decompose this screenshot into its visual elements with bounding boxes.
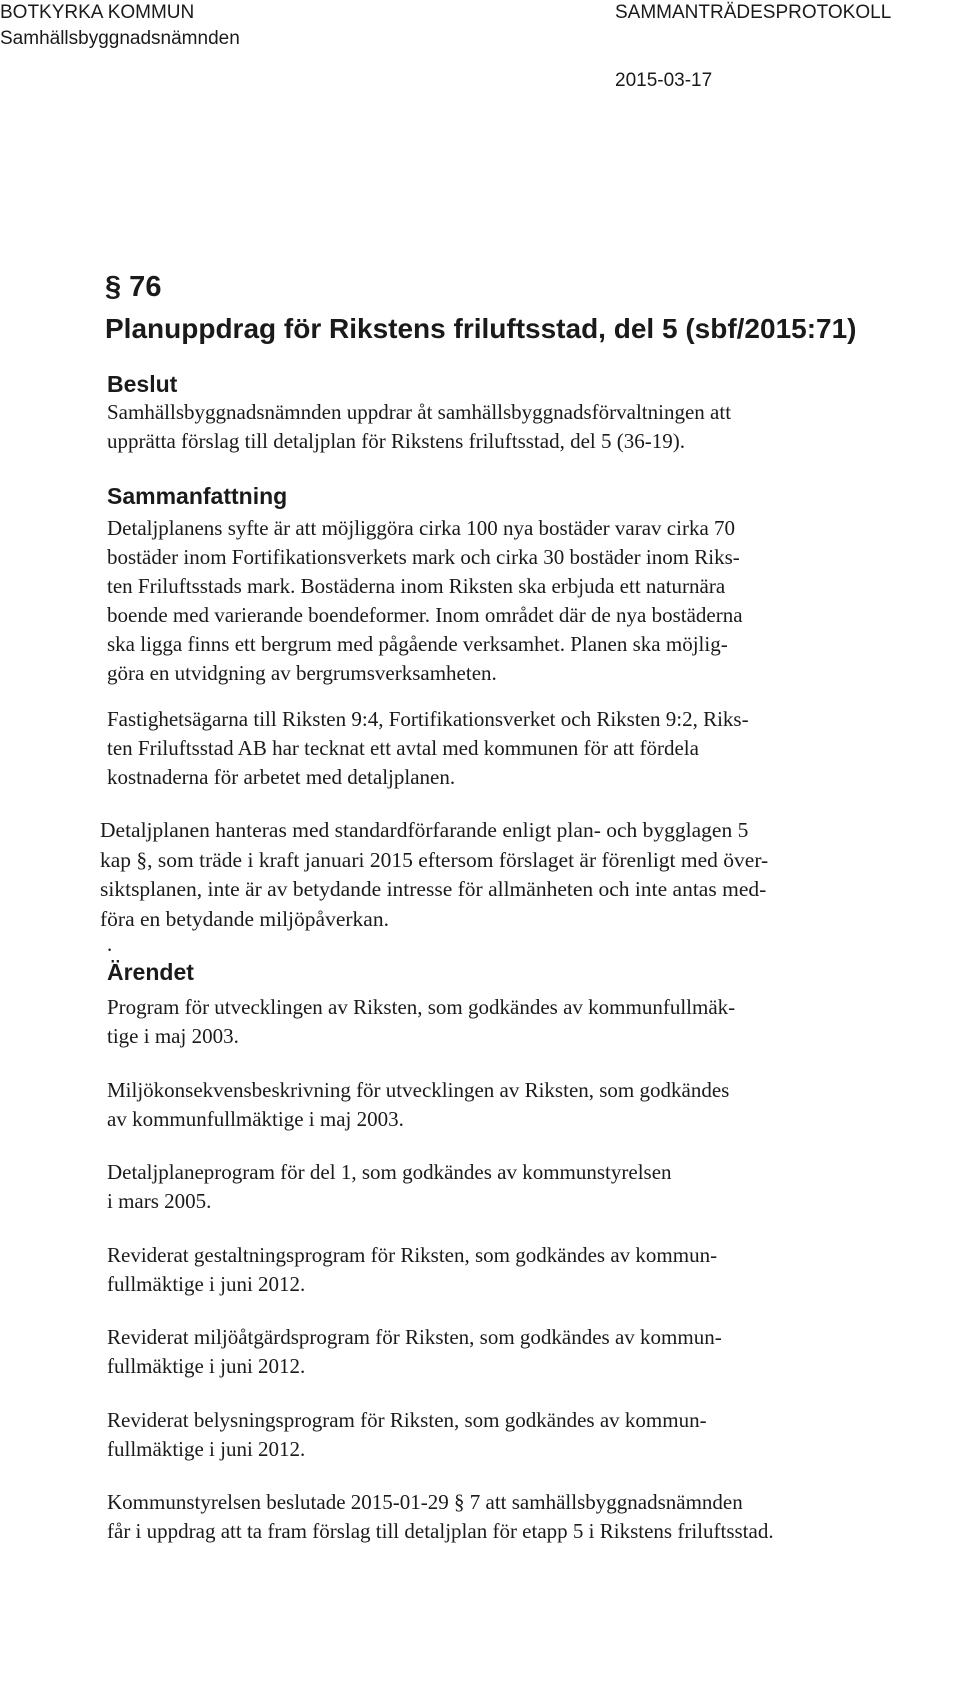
sammanfattning-paragraph: Detaljplanens syfte är att möjliggöra cirka 100 nya bostäder varav cirka 70 bostäder inom Fortifikationsverkets mark och cirka 30 bostäder inom Riks- ten Friluftsstads mark. Bostäderna inom Riksten ska erbjuda ett naturnära boende med varierande boendeformer. Inom området där de nya bostäderna ska ligga finns ett bergrum med pågående verksamhet. Planen ska möjlig- göra en utvidgning av bergrumsverksamheten. [107,516,743,685]
arendet-heading: Ärendet [107,959,194,985]
committee-name: Samhällsbyggnadsnämnden [0,28,240,49]
list-item: Program för utvecklingen av Riksten, som godkändes av kommunfullmäk- tige i maj 2003. [107,995,736,1048]
organization-name: BOTKYRKA KOMMUN [0,2,195,23]
sammanfattning-paragraph: Fastighetsägarna till Riksten 9:4, Fortifikationsverket och Riksten 9:2, Riks- ten Friluftsstad AB har tecknat ett avtal med kommunen för att fördela kostnaderna för arbetet med detaljplanen. [107,707,749,789]
list-item: Reviderat gestaltningsprogram för Riksten, som godkändes av kommun- fullmäktige i juni 2012. [107,1243,718,1296]
list-item: Kommunstyrelsen beslutade 2015-01-29 § 7 att samhällsbyggnadsnämnden får i uppdrag att ta fram förslag till detaljplan för etapp 5 i Rikstens friluftsstad. [107,1490,774,1543]
list-item: Reviderat miljöåtgärdsprogram för Riksten, som godkändes av kommun- fullmäktige i juni 2012. [107,1325,722,1378]
list-item: Detaljplaneprogram för del 1, som godkändes av kommunstyrelsen i mars 2005. [107,1160,672,1213]
paragraph-number: § 76 [105,271,162,303]
beslut-text: Samhällsbyggnadsnämnden uppdrar åt samhällsbyggnadsförvaltningen att upprätta förslag till detaljplan för Rikstens friluftsstad, del 5 (36-19). [107,400,732,453]
sammanfattning-heading: Sammanfattning [107,483,288,509]
document-type: SAMMANTRÄDESPROTOKOLL [615,2,892,23]
beslut-heading: Beslut [107,371,178,397]
list-item: Reviderat belysningsprogram för Riksten, som godkändes av kommun- fullmäktige i juni 2012. [107,1408,707,1461]
item-title: Planuppdrag för Rikstens friluftsstad, del 5 (sbf/2015:71) [105,313,857,344]
sammanfattning-paragraph: Detaljplanen hanteras med standardförfarande enligt plan- och bygglagen 5 kap §, som träde i kraft januari 2015 eftersom förslaget är förenligt med över- siktsplanen, inte är av betydande intresse för allmänheten och inte antas med- föra en betydande miljöpåverkan. [100,818,769,931]
stray-period: . [107,932,113,956]
list-item: Miljökonsekvensbeskrivning för utvecklingen av Riksten, som godkändes av kommunfullmäktige i maj 2003. [107,1078,730,1131]
meeting-date: 2015-03-17 [615,70,713,91]
